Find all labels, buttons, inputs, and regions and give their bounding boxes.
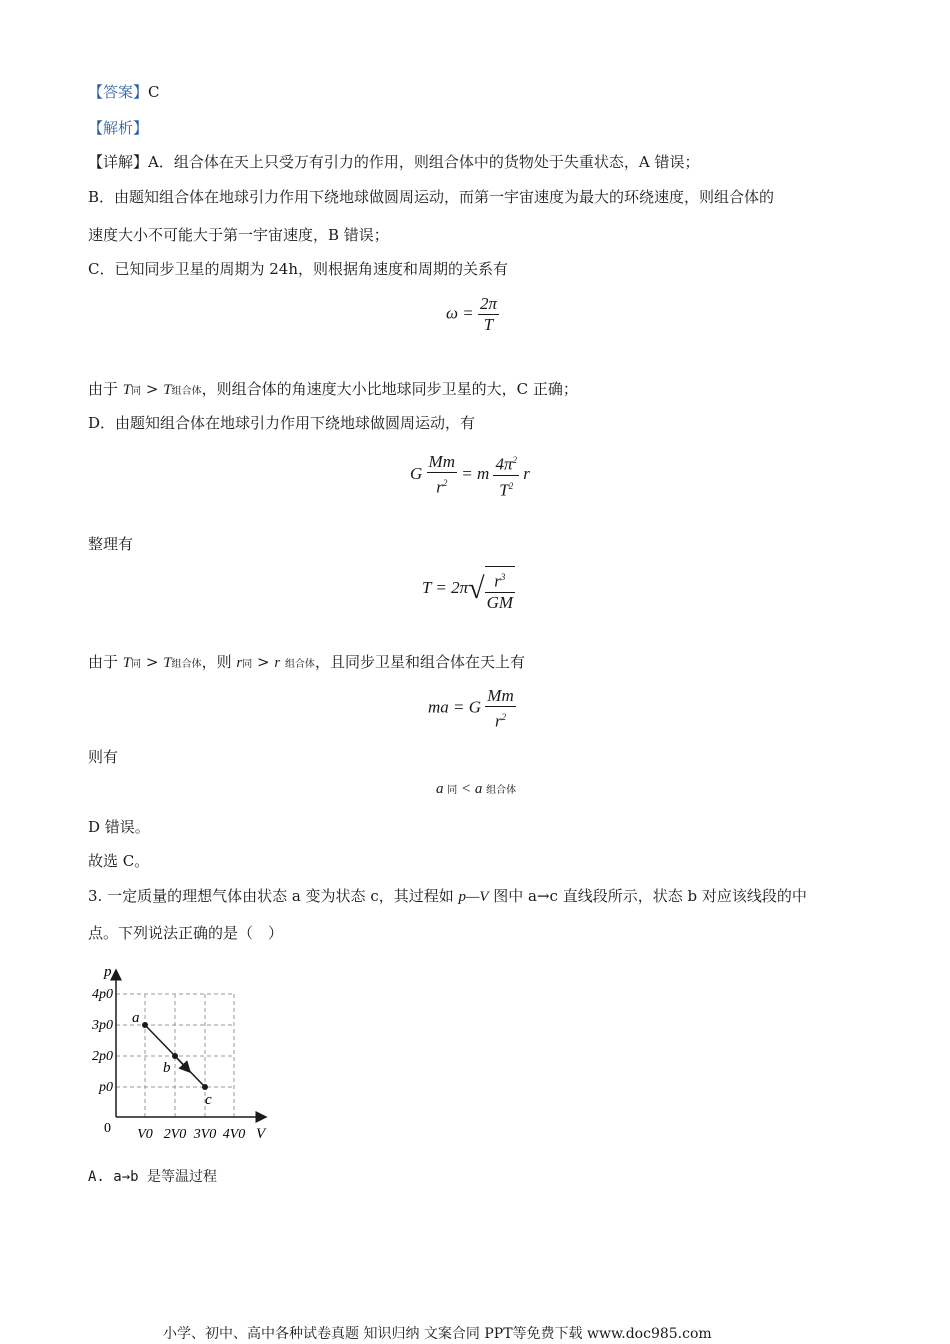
equation-period: T = 2π√ $\frac{r^3}{GM}$ (422, 566, 515, 613)
process-arrow (175, 1056, 190, 1072)
question-line2: 点。下列说法正确的是（ ） (88, 924, 284, 942)
sub-zuhe: 组合体 (171, 386, 202, 397)
point-c (202, 1084, 208, 1090)
detail-d3-post: ，且同步卫星和组合体在天上有 (314, 653, 525, 671)
detail-d3-pre: 由于 (88, 653, 123, 671)
detail-c2-post: ，则组合体的角速度大小比地球同步卫星的大，C 正确； (201, 380, 578, 398)
point-a (142, 1022, 148, 1028)
detail-d3-mid: ，则 (201, 653, 237, 671)
origin-label: 0 (104, 1121, 111, 1136)
sub-zuhe: 组合体 (486, 785, 517, 796)
equation-acceleration: ma = G $\frac{Mm}{r^2}$ (428, 686, 514, 731)
detail-c1: C．已知同步卫星的周期为 24h，则根据角速度和周期的关系有 (88, 260, 508, 278)
detail-d3: 由于 T同 > T组合体，则 r同 > r 组合体，且同步卫星和组合体在天上有 (88, 653, 525, 671)
point-c-label: c (205, 1092, 212, 1108)
v-tick-4: 4V0 (222, 1127, 246, 1142)
analysis-label: 【解析】 (88, 119, 149, 137)
point-b (172, 1053, 178, 1059)
footer: 小学、初中、高中各种试卷真题 知识归纳 文案合同 PPT等免费下载 www.doc985.com (163, 1326, 712, 1342)
detail-d5: D 错误。 (88, 818, 150, 836)
question-var: p—V (458, 889, 489, 905)
p-axis-label: p (104, 964, 112, 980)
sub-zuhe: 组合体 (284, 659, 315, 670)
answer-label: 【答案】 (88, 83, 149, 101)
equation-compare-a: a 同 < a 组合体 (436, 781, 517, 797)
point-a-label: a (132, 1010, 140, 1026)
v-tick-3: 3V0 (193, 1127, 217, 1142)
equation-omega: ω = $\frac{2\pi}{T}$ (446, 294, 498, 334)
detail-label: 【详解】 (88, 153, 149, 171)
detail-d1: D．由题知组合体在地球引力作用下绕地球做圆周运动，有 (88, 414, 476, 432)
equation-gravity: G $\frac{Mm}{r^2}$ = m $\frac{4\pi^2}{T^2}$ r (410, 450, 530, 500)
detail-d2: 整理有 (88, 535, 134, 553)
p-tick-2: 2p0 (92, 1049, 113, 1064)
sub-tong: 同 (447, 785, 458, 796)
sub-tong: 同 (242, 659, 253, 670)
conclusion: 故选 C。 (88, 852, 150, 870)
v-tick-1: V0 (137, 1127, 153, 1142)
detail-a-text: A．组合体在天上只受万有引力的作用，则组合体中的货物处于失重状态，A 错误； (148, 153, 700, 171)
question-pre: 3. 一定质量的理想气体由状态 a 变为状态 c，其过程如 (88, 887, 459, 905)
question-line1 (88, 886, 807, 907)
sub-zuhe: 组合体 (171, 659, 202, 670)
detail-a (88, 152, 699, 172)
point-b-label: b (163, 1060, 171, 1076)
v-tick-2: 2V0 (163, 1127, 187, 1142)
sub-tong: 同 (131, 386, 142, 397)
detail-b2: 速度大小不可能大于第一宇宙速度，B 错误； (88, 226, 389, 244)
answer-line (88, 82, 160, 102)
question-post: 图中 a→c 直线段所示，状态 b 对应该线段的中 (488, 887, 807, 905)
p-tick-3: 3p0 (92, 1018, 113, 1033)
detail-b1: B．由题知组合体在地球引力作用下绕地球做圆周运动，而第一宇宙速度为最大的环绕速度，则组合体的 (88, 188, 775, 206)
answer-value: C (148, 83, 160, 101)
option-a: A. a→b 是等温过程 (88, 1169, 218, 1185)
p-tick-4: 4p0 (92, 987, 113, 1002)
pv-graph (84, 960, 284, 1150)
p-tick-1: p0 (99, 1080, 113, 1095)
detail-d4: 则有 (88, 748, 119, 766)
sub-tong: 同 (131, 659, 142, 670)
detail-c2: 由于 T同 > T组合体，则组合体的角速度大小比地球同步卫星的大，C 正确； (88, 380, 578, 398)
v-axis-label: V (256, 1126, 266, 1142)
detail-c2-pre: 由于 (88, 380, 123, 398)
